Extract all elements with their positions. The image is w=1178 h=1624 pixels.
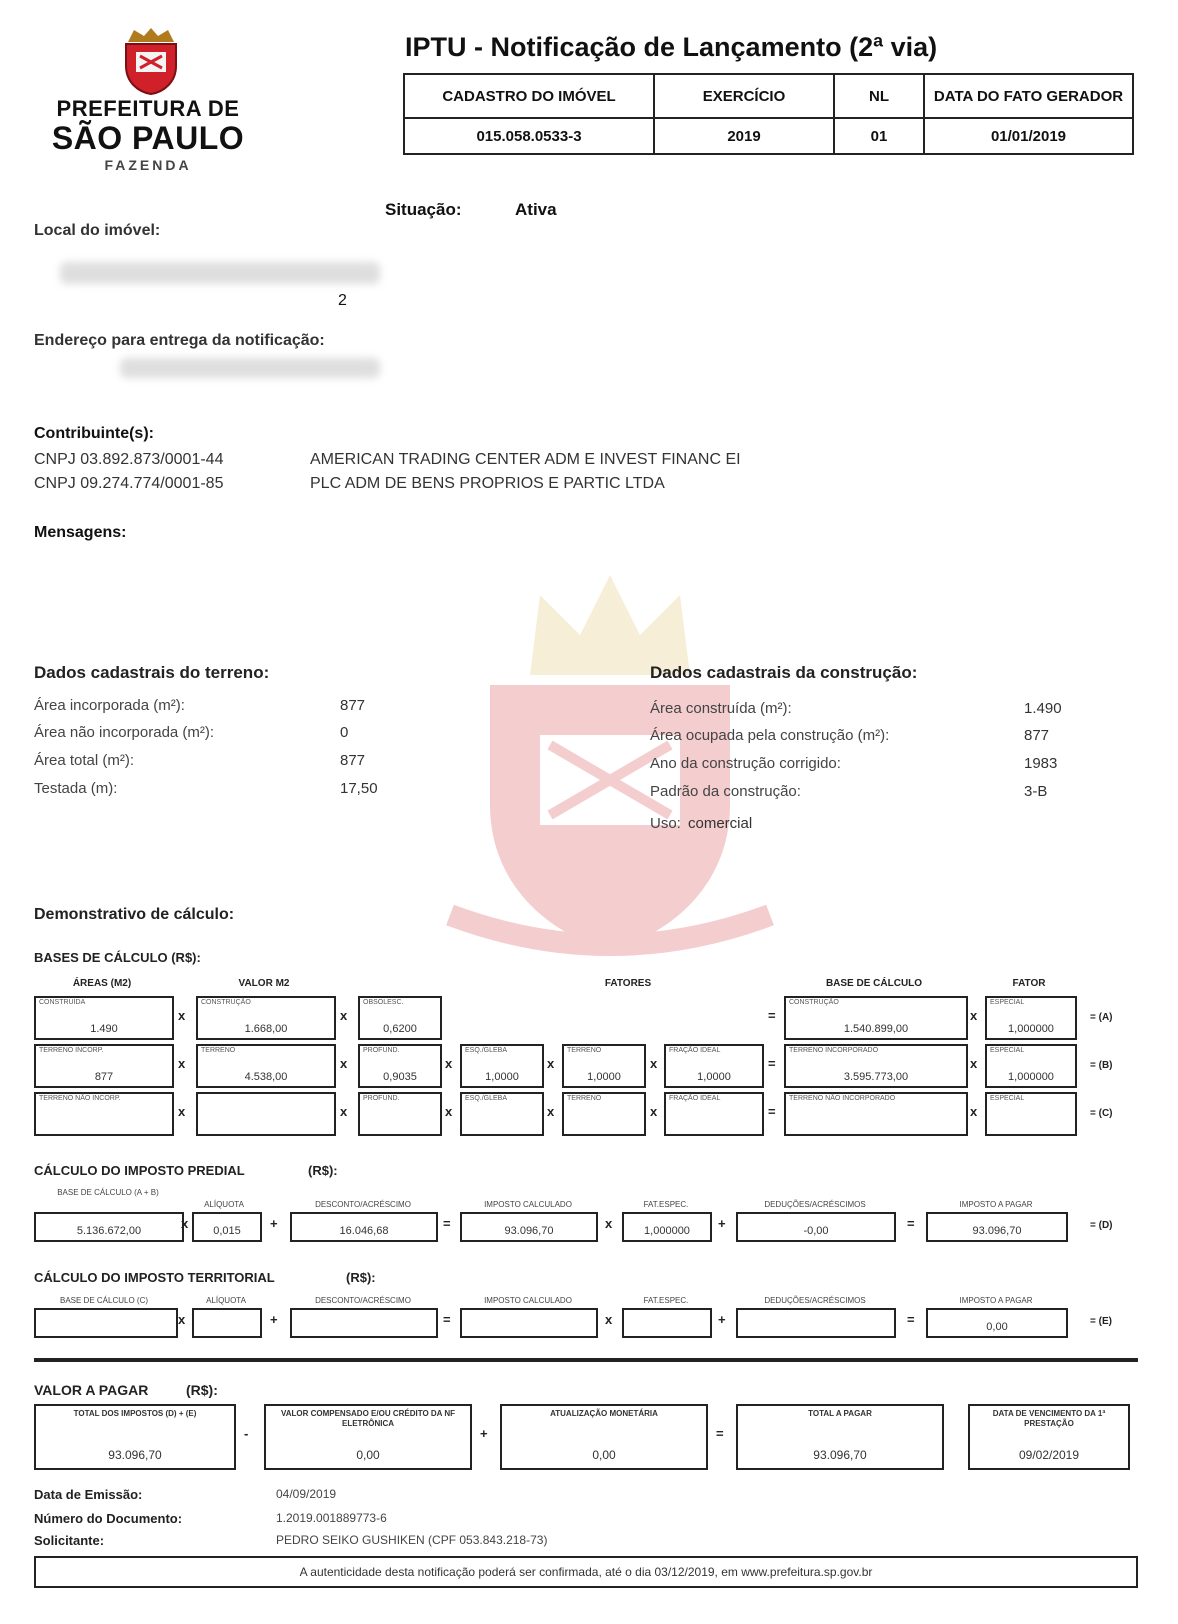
predial-op-5: + bbox=[718, 1216, 726, 1231]
row-a-base-label: CONSTRUÇÃO bbox=[789, 999, 839, 1006]
emissao-value: 04/09/2019 bbox=[276, 1487, 337, 1501]
construcao-row-3-value: 1983 bbox=[1024, 755, 1058, 772]
col-header-fator: FATOR bbox=[1012, 978, 1046, 989]
row-b-f3-value: 1,0000 bbox=[587, 1071, 621, 1083]
row-c-f4-box bbox=[664, 1092, 764, 1136]
solicitante-label: Solicitante: bbox=[34, 1533, 105, 1548]
row-a-area-label: CONSTRUÍDA bbox=[39, 999, 86, 1006]
predial-box-1 bbox=[34, 1212, 184, 1242]
row-a-base-box bbox=[784, 996, 968, 1040]
predial-title: CÁLCULO DO IMPOSTO PREDIAL bbox=[34, 1163, 245, 1178]
territorial-value-7: 0,00 bbox=[986, 1321, 1008, 1333]
row-b-f2-value: 1,0000 bbox=[485, 1071, 519, 1083]
row-c-f1-box bbox=[358, 1092, 442, 1136]
situacao-value: Ativa bbox=[515, 200, 557, 219]
row-b-area-box bbox=[34, 1044, 174, 1088]
valor-box-5-header: DATA DE VENCIMENTO DA 1ª PRESTAÇÃO bbox=[992, 1409, 1106, 1428]
territorial-suffix: = (E) bbox=[1090, 1316, 1112, 1327]
predial-op-3: = bbox=[443, 1216, 451, 1231]
row-b-base-value: 3.595.773,00 bbox=[843, 1071, 909, 1083]
col-header-areas: ÁREAS (M2) bbox=[72, 978, 132, 989]
entrega-label: Endereço para entrega da notificação: bbox=[34, 332, 325, 349]
valor-box-compensado bbox=[264, 1404, 472, 1470]
row-b-f2-box bbox=[460, 1044, 544, 1088]
row-b-base-box bbox=[784, 1044, 968, 1088]
documento-value: 1.2019.001889773-6 bbox=[276, 1511, 387, 1525]
header-col-data-fato: DATA DO FATO GERADOR bbox=[924, 74, 1133, 118]
row-b-f4-box bbox=[664, 1044, 764, 1088]
territorial-header-1: BASE DE CÁLCULO (C) bbox=[59, 1296, 149, 1305]
row-a-fator-value: 1,000000 bbox=[1008, 1023, 1054, 1035]
row-a-f1-box bbox=[358, 996, 442, 1040]
territorial-box-5 bbox=[622, 1308, 712, 1338]
row-a-base-value: 1.540.899,00 bbox=[843, 1023, 909, 1035]
documento-label: Número do Documento: bbox=[34, 1511, 183, 1526]
valor-box-3-header: ATUALIZAÇÃO MONETÁRIA bbox=[550, 1409, 658, 1418]
bases-calculo-title: BASES DE CÁLCULO (R$): bbox=[34, 950, 201, 965]
contribuinte-1-name: AMERICAN TRADING CENTER ADM E INVEST FINANC EI bbox=[310, 451, 741, 468]
row-c-base-box bbox=[784, 1092, 968, 1136]
predial-box-2 bbox=[192, 1212, 262, 1242]
predial-box-4 bbox=[460, 1212, 598, 1242]
row-c-op-3: x bbox=[445, 1104, 453, 1119]
row-c-op-6: x bbox=[970, 1104, 978, 1119]
row-a-valor-box bbox=[196, 996, 336, 1040]
row-a-valor-label: CONSTRUÇÃO bbox=[201, 999, 251, 1006]
redacted-delivery-address bbox=[120, 358, 380, 378]
header-val-data-fato: 01/01/2019 bbox=[924, 118, 1133, 154]
row-c-f2-box bbox=[460, 1092, 544, 1136]
situacao-label: Situação: bbox=[385, 200, 462, 219]
valor-box-1-value: 93.096,70 bbox=[108, 1448, 162, 1462]
row-b-f2-label: ESQ./GLEBA bbox=[465, 1047, 508, 1054]
row-c-f1-label: PROFUND. bbox=[363, 1095, 400, 1102]
predial-box-6 bbox=[736, 1212, 896, 1242]
row-b-op-1: x bbox=[178, 1056, 186, 1071]
territorial-op-1: x bbox=[178, 1312, 186, 1327]
col-header-base: BASE DE CÁLCULO bbox=[825, 978, 923, 989]
row-a-op-eq: = bbox=[768, 1008, 776, 1023]
row-c-area-box bbox=[34, 1092, 174, 1136]
predial-value-5: 1,000000 bbox=[644, 1225, 690, 1237]
territorial-box-4 bbox=[460, 1308, 598, 1338]
demonstrativo-title: Demonstrativo de cálculo: bbox=[34, 906, 235, 923]
emissao-label: Data de Emissão: bbox=[34, 1487, 143, 1502]
territorial-op-4: x bbox=[605, 1312, 613, 1327]
predial-value-1: 5.136.672,00 bbox=[76, 1225, 142, 1237]
row-b-valor-value: 4.538,00 bbox=[244, 1071, 288, 1083]
row-b-f3-box bbox=[562, 1044, 646, 1088]
local-imovel-partial: 2 bbox=[338, 292, 347, 309]
predial-header-7: IMPOSTO A PAGAR bbox=[959, 1200, 1033, 1209]
construcao-uso-value: comercial bbox=[688, 815, 753, 832]
valor-box-atualizacao bbox=[500, 1404, 708, 1470]
row-b-fator-box bbox=[985, 1044, 1077, 1088]
redacted-address bbox=[60, 262, 380, 284]
row-a-area-value: 1.490 bbox=[90, 1023, 118, 1035]
construcao-row-1-label: Área construída (m²): bbox=[650, 700, 792, 717]
row-c-f4-label: FRAÇÃO IDEAL bbox=[669, 1095, 721, 1102]
valor-box-total-impostos bbox=[34, 1404, 236, 1470]
valor-box-3-value: 0,00 bbox=[592, 1448, 616, 1462]
predial-header-2: ALÍQUOTA bbox=[204, 1200, 244, 1209]
row-c-op-2: x bbox=[340, 1104, 348, 1119]
construcao-row-2-label: Área ocupada pela construção (m²): bbox=[650, 727, 890, 744]
row-a-op-3: x bbox=[970, 1008, 978, 1023]
terreno-title: Dados cadastrais do terreno: bbox=[34, 663, 270, 682]
territorial-header-4: IMPOSTO CALCULADO bbox=[484, 1296, 572, 1305]
col-header-valor: VALOR M2 bbox=[238, 978, 290, 989]
territorial-unit: (R$): bbox=[346, 1270, 376, 1285]
predial-value-4: 93.096,70 bbox=[504, 1225, 554, 1237]
territorial-box-3 bbox=[290, 1308, 438, 1338]
local-imovel-label: Local do imóvel: bbox=[34, 222, 161, 239]
predial-value-6: -0,00 bbox=[803, 1225, 829, 1237]
valor-box-4-value: 93.096,70 bbox=[813, 1448, 867, 1462]
row-c-base-label: TERRENO NÃO INCORPORADO bbox=[789, 1095, 896, 1102]
valor-box-5-value: 09/02/2019 bbox=[1018, 1448, 1080, 1462]
row-b-fator-value: 1,000000 bbox=[1008, 1071, 1054, 1083]
logo-line-fazenda: FAZENDA bbox=[104, 157, 192, 173]
construcao-row-1-value: 1.490 bbox=[1024, 700, 1062, 717]
predial-suffix: = (D) bbox=[1090, 1220, 1113, 1231]
valor-box-vencimento bbox=[968, 1404, 1130, 1470]
territorial-header-6: DEDUÇÕES/ACRÉSCIMOS bbox=[764, 1296, 866, 1305]
contribuinte-1-doc: CNPJ 03.892.873/0001-44 bbox=[34, 451, 224, 468]
row-b-area-value: 877 bbox=[94, 1071, 114, 1083]
row-a-fator-label: ESPECIAL bbox=[990, 999, 1025, 1006]
header-val-nl: 01 bbox=[834, 118, 924, 154]
construcao-row-3-label: Ano da construção corrigido: bbox=[650, 755, 841, 772]
valor-box-2-header: VALOR COMPENSADO E/OU CRÉDITO DA NF ELETRÔNICA bbox=[280, 1409, 456, 1428]
predial-header-6: DEDUÇÕES/ACRÉSCIMOS bbox=[764, 1200, 866, 1209]
terreno-row-3-label: Área total (m²): bbox=[34, 752, 135, 769]
terreno-row-4-value: 17,50 bbox=[340, 780, 378, 797]
logo-line-prefeitura: PREFEITURA DE bbox=[56, 96, 240, 121]
territorial-header-2: ALÍQUOTA bbox=[206, 1296, 246, 1305]
row-c-valor-box bbox=[196, 1092, 336, 1136]
territorial-header-3: DESCONTO/ACRÉSCIMO bbox=[315, 1296, 411, 1305]
row-b-fator-label: ESPECIAL bbox=[990, 1047, 1025, 1054]
row-a-f1-value: 0,6200 bbox=[383, 1023, 417, 1035]
row-b-f1-label: PROFUND. bbox=[363, 1047, 400, 1054]
contribuinte-2-doc: CNPJ 09.274.774/0001-85 bbox=[34, 475, 224, 492]
predial-header-3: DESCONTO/ACRÉSCIMO bbox=[315, 1200, 411, 1209]
predial-box-5 bbox=[622, 1212, 712, 1242]
row-a-f1-label: OBSOLESC. bbox=[363, 999, 404, 1006]
row-b-op-4: x bbox=[547, 1056, 555, 1071]
predial-box-3 bbox=[290, 1212, 438, 1242]
predial-op-1: x bbox=[181, 1216, 189, 1231]
row-b-op-2: x bbox=[340, 1056, 348, 1071]
territorial-box-7 bbox=[926, 1308, 1068, 1338]
territorial-op-2: + bbox=[270, 1312, 278, 1327]
row-b-valor-box bbox=[196, 1044, 336, 1088]
row-a-fator-box bbox=[985, 996, 1077, 1040]
col-header-fatores: FATORES bbox=[604, 978, 652, 989]
contribuintes-label: Contribuinte(s): bbox=[34, 425, 154, 442]
row-a-op-1: x bbox=[178, 1008, 186, 1023]
predial-op-6: = bbox=[907, 1216, 915, 1231]
construcao-row-4-label: Padrão da construção: bbox=[650, 783, 801, 800]
terreno-row-1-value: 877 bbox=[340, 697, 366, 714]
row-b-suffix: = (B) bbox=[1090, 1060, 1113, 1071]
row-c-f3-label: TERRENO bbox=[567, 1095, 602, 1102]
terreno-row-3-value: 877 bbox=[340, 752, 366, 769]
row-b-base-label: TERRENO INCORPORADO bbox=[789, 1047, 879, 1054]
terreno-row-4-label: Testada (m): bbox=[34, 780, 118, 797]
row-b-f4-label: FRAÇÃO IDEAL bbox=[669, 1047, 721, 1054]
row-c-f3-box bbox=[562, 1092, 646, 1136]
row-c-fator-label: ESPECIAL bbox=[990, 1095, 1025, 1102]
valor-pagar-title: VALOR A PAGAR bbox=[34, 1382, 149, 1398]
mensagens-label: Mensagens: bbox=[34, 524, 127, 541]
row-c-f2-label: ESQ./GLEBA bbox=[465, 1095, 508, 1102]
row-c-fator-box bbox=[985, 1092, 1077, 1136]
valor-box-4-header: TOTAL A PAGAR bbox=[808, 1409, 872, 1418]
territorial-op-6: = bbox=[907, 1312, 915, 1327]
territorial-box-2 bbox=[192, 1308, 262, 1338]
construcao-title: Dados cadastrais da construção: bbox=[650, 663, 918, 682]
predial-op-2: + bbox=[270, 1216, 278, 1231]
city-coat-of-arms-logo bbox=[120, 26, 182, 96]
terreno-row-2-label: Área não incorporada (m²): bbox=[34, 724, 215, 741]
row-b-op-6: x bbox=[970, 1056, 978, 1071]
predial-box-7 bbox=[926, 1212, 1068, 1242]
construcao-row-4-value: 3-B bbox=[1024, 783, 1048, 800]
valor-box-total-pagar bbox=[736, 1404, 944, 1470]
valor-box-2-value: 0,00 bbox=[356, 1448, 380, 1462]
predial-header-5: FAT.ESPEC. bbox=[643, 1200, 689, 1209]
row-b-f1-value: 0,9035 bbox=[383, 1071, 417, 1083]
row-c-op-1: x bbox=[178, 1104, 186, 1119]
construcao-row-2-value: 877 bbox=[1024, 727, 1050, 744]
document-title: IPTU - Notificação de Lançamento (2ª via) bbox=[405, 32, 938, 62]
valor-op-plus: + bbox=[480, 1426, 488, 1441]
row-a-area-box bbox=[34, 996, 174, 1040]
header-col-cadastro: CADASTRO DO IMÓVEL bbox=[404, 74, 654, 118]
territorial-op-3: = bbox=[443, 1312, 451, 1327]
terreno-row-1-label: Área incorporada (m²): bbox=[34, 697, 185, 714]
row-b-area-label: TERRENO INCORP. bbox=[39, 1047, 104, 1054]
territorial-header-7: IMPOSTO A PAGAR bbox=[959, 1296, 1033, 1305]
header-table bbox=[403, 73, 1134, 155]
contribuinte-2-name: PLC ADM DE BENS PROPRIOS E PARTIC LTDA bbox=[310, 475, 665, 492]
row-c-op-5: x bbox=[650, 1104, 658, 1119]
valor-op-equals: = bbox=[716, 1426, 724, 1441]
row-c-op-4: x bbox=[547, 1104, 555, 1119]
terreno-row-2-value: 0 bbox=[340, 724, 349, 741]
row-b-op-3: x bbox=[445, 1056, 453, 1071]
valor-pagar-unit: (R$): bbox=[186, 1382, 218, 1398]
solicitante-value: PEDRO SEIKO GUSHIKEN (CPF 053.843.218-73) bbox=[276, 1533, 548, 1547]
row-b-valor-label: TERRENO bbox=[201, 1047, 236, 1054]
predial-value-7: 93.096,70 bbox=[972, 1225, 1022, 1237]
authenticity-notice: A autenticidade desta notificação poderá ser confirmada, até o dia 03/12/2019, em www.prefeitura.sp.gov.br bbox=[34, 1556, 1138, 1588]
valor-op-minus: - bbox=[244, 1426, 249, 1441]
valor-box-1-header: TOTAL DOS IMPOSTOS (D) + (E) bbox=[73, 1409, 197, 1418]
territorial-header-5: FAT.ESPEC. bbox=[643, 1296, 689, 1305]
territorial-op-5: + bbox=[718, 1312, 726, 1327]
section-divider bbox=[34, 1358, 1138, 1362]
row-b-f3-label: TERRENO bbox=[567, 1047, 602, 1054]
construcao-uso-label: Uso: bbox=[650, 815, 681, 832]
row-b-f1-box bbox=[358, 1044, 442, 1088]
predial-op-4: x bbox=[605, 1216, 613, 1231]
row-c-op-eq: = bbox=[768, 1104, 776, 1119]
header-val-cadastro: 015.058.0533-3 bbox=[404, 118, 654, 154]
predial-value-2: 0,015 bbox=[213, 1225, 241, 1237]
territorial-box-1 bbox=[34, 1308, 178, 1338]
row-c-area-label: TERRENO NÃO INCORP. bbox=[39, 1095, 121, 1102]
header-col-nl: NL bbox=[834, 74, 924, 118]
predial-header-4: IMPOSTO CALCULADO bbox=[484, 1200, 572, 1209]
row-b-op-eq: = bbox=[768, 1056, 776, 1071]
territorial-box-6 bbox=[736, 1308, 896, 1338]
row-a-op-2: x bbox=[340, 1008, 348, 1023]
row-a-valor-value: 1.668,00 bbox=[244, 1023, 288, 1035]
predial-unit: (R$): bbox=[308, 1163, 338, 1178]
predial-value-3: 16.046,68 bbox=[339, 1225, 389, 1237]
logo-line-sao-paulo: SÃO PAULO bbox=[51, 120, 245, 156]
row-a-suffix: = (A) bbox=[1090, 1012, 1113, 1023]
row-b-f4-value: 1,0000 bbox=[697, 1071, 731, 1083]
header-col-exercicio: EXERCÍCIO bbox=[654, 74, 834, 118]
header-val-exercicio: 2019 bbox=[654, 118, 834, 154]
row-c-suffix: = (C) bbox=[1090, 1108, 1113, 1119]
territorial-title: CÁLCULO DO IMPOSTO TERRITORIAL bbox=[34, 1270, 275, 1285]
row-b-op-5: x bbox=[650, 1056, 658, 1071]
predial-header-1: BASE DE CÁLCULO (A + B) bbox=[57, 1188, 159, 1197]
